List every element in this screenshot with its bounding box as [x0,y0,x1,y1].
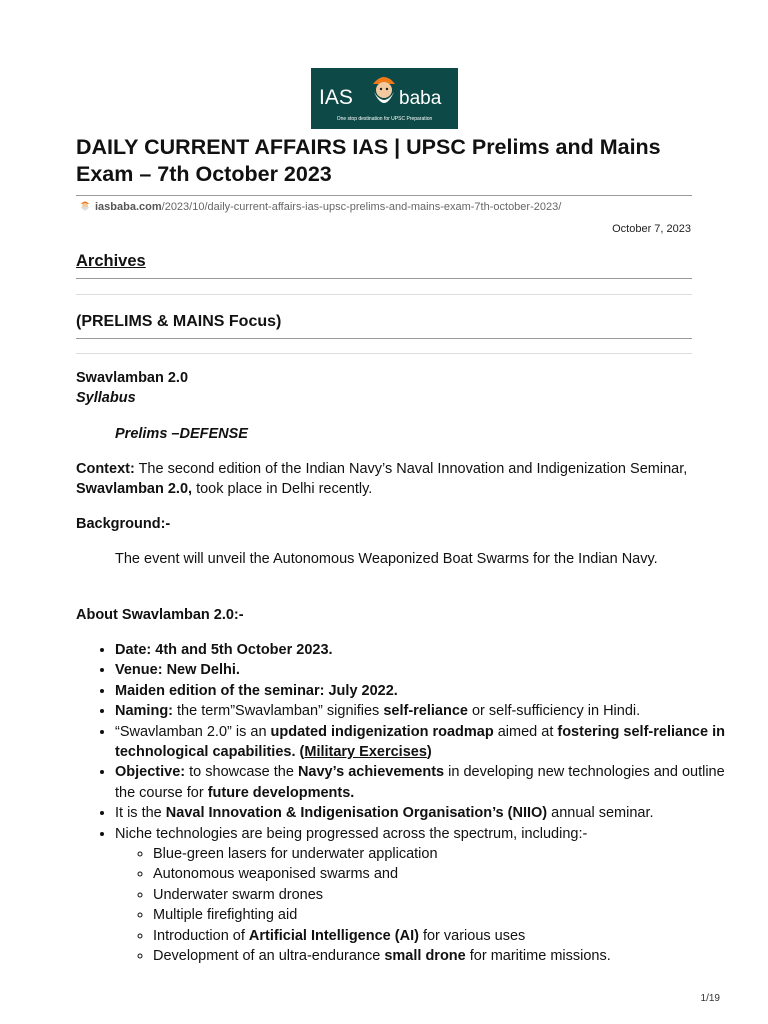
logo-text-ias: IAS [319,86,353,109]
roadmap-text: “Swavlamban 2.0” is an [115,723,271,740]
context-text: The second edition of the Indian Navy’s Naval Innovation and Indigenization Seminar, [134,461,688,477]
context-paragraph [76,459,696,499]
objective-label: Objective: [115,764,186,781]
list-item-naming [115,701,735,721]
sub-item-ai [153,926,735,946]
niche-sublist [115,844,735,966]
military-exercises-link[interactable]: Military Exercises [304,744,427,761]
naming-text: or self-sufficiency in Hindi. [467,703,641,720]
list-item-date: • Date: 4th and 5th October 2023. [115,640,735,660]
roadmap-highlight: updated indigenization roadmap [270,723,494,740]
context-label: Context: [76,461,135,477]
roadmap-paren: ) [426,744,432,761]
list-item-maiden: • Maiden edition of the seminar: July 2022. [115,681,735,701]
sub-item-firefighting: ◦ Multiple firefighting aid [153,905,735,925]
archives-link[interactable]: Archives [76,252,146,270]
objective-text: in developing new technologies and outline the course for [115,764,725,801]
separator-line [76,294,692,295]
iasbaba-logo[interactable] [311,68,458,129]
objective-highlight: Navy’s achievements [297,764,445,781]
syllabus-label: Syllabus [76,390,136,406]
favicon-icon [78,199,92,213]
source-path: /2023/10/daily-current-affairs-ias-upsc-prelims-and-mains-exam-7th-october-2023/ [161,201,562,213]
roadmap-paren: ( [295,744,305,761]
logo-tagline: One stop destination for UPSC Preparation [336,116,433,122]
ai-highlight: Artificial Intelligence (AI) [248,927,419,944]
small-drone-text: Development of an ultra-endurance [153,948,385,965]
niio-highlight: Naval Innovation & Indigenisation Organisation’s (NIIO) [165,805,548,822]
page-number: 1/19 [700,993,720,1004]
niio-text: It is the [115,805,166,822]
background-text: The event will unveil the Autonomous Weaponized Boat Swarms for the Indian Navy. [115,551,658,567]
sub-item-drones: ◦ Underwater swarm drones [153,885,735,905]
sub-item-small-drone [153,946,735,966]
list-item-roadmap [115,722,735,763]
ai-text: for various uses [418,927,526,944]
background-heading: Background:- [76,516,171,532]
topic-heading: Swavlamban 2.0 [76,370,189,386]
logo-text-baba: baba [399,88,442,109]
list-item-niio [115,803,735,823]
list-item-niche [115,824,735,967]
prelims-label: Prelims –DEFENSE [115,426,248,442]
title-divider [76,195,692,196]
niio-text: annual seminar. [547,805,654,822]
about-heading: About Swavlamban 2.0:- [76,607,244,623]
list-item-objective [115,762,735,803]
roadmap-text: aimed at [493,723,558,740]
source-domain: iasbaba.com [95,201,162,213]
roadmap-highlight: fostering self-reliance in technological capabilities. [115,723,725,761]
article-title: DAILY CURRENT AFFAIRS IAS | UPSC Prelims and Mains Exam – 7th October 2023 [76,135,661,186]
focus-divider [76,338,692,339]
about-list [76,640,735,967]
publish-date: October 7, 2023 [612,223,691,235]
sub-item-lasers: ◦ Blue-green lasers for underwater application [153,844,735,864]
niche-text: Niche technologies are being progressed across the spectrum, including:- [115,825,588,842]
context-text: took place in Delhi recently. [192,481,373,497]
small-drone-text: for maritime missions. [465,948,611,965]
archives-divider [76,278,692,279]
naming-highlight: self-reliance [383,703,468,720]
separator-line [76,353,692,354]
ai-text: Introduction of [153,927,249,944]
naming-text: the term”Swavlamban” signifies [173,703,384,720]
sub-item-swarms: ◦ Autonomous weaponised swarms and [153,864,735,884]
section-heading: (PRELIMS & MAINS Focus) [76,313,282,330]
source-url[interactable] [78,199,561,213]
objective-highlight: future developments. [207,784,355,801]
list-item-venue: • Venue: New Delhi. [115,660,735,680]
small-drone-highlight: small drone [384,948,466,965]
naming-label: Naming: [115,703,173,720]
context-highlight: Swavlamban 2.0, [76,481,193,497]
objective-text: to showcase the [185,764,298,781]
